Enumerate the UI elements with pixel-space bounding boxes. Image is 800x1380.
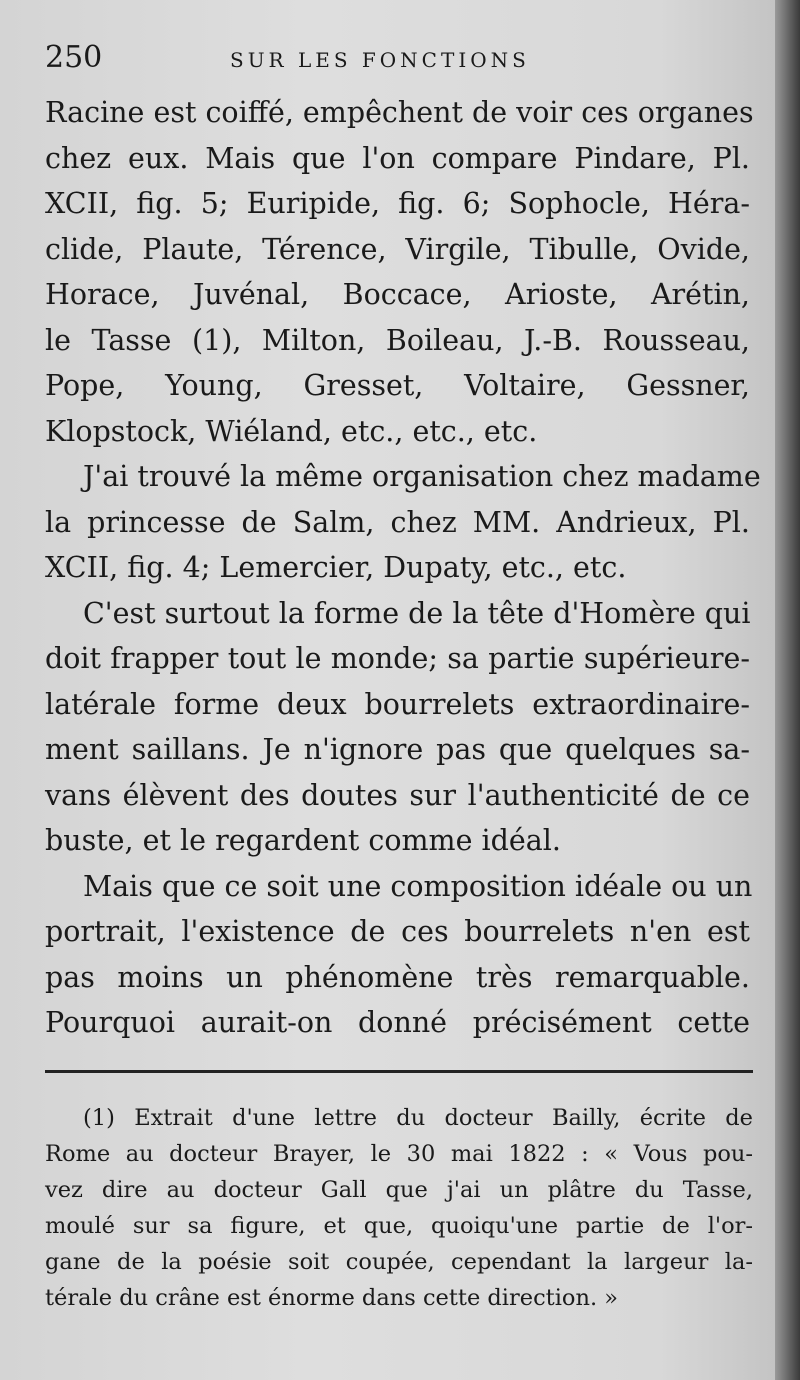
page-header [45,38,745,78]
book-spine [775,0,800,1380]
footnote-line: (1) Extrait d'une lettre du docteur Bailly, écrite de [83,1105,753,1131]
text-line: ment saillans. Je n'ignore pas que quelques sa- [45,733,750,766]
footnote-line: vez dire au docteur Gall que j'ai un plâtre du Tasse, [45,1177,753,1203]
text-line: clide, Plaute, Térence, Virgile, Tibulle, Ovide, [45,232,750,266]
text-line: J'ai trouvé la même organisation chez madame [83,460,761,493]
text-line: le Tasse (1), Milton, Boileau, J.-B. Rousseau, [45,323,750,357]
footnote-line: térale du crâne est énorme dans cette direction. » [45,1285,619,1311]
page-number: 250 [45,40,103,75]
text-line: Pope, Young, Gresset, Voltaire, Gessner, [45,369,750,402]
text-line: buste, et le regardent comme idéal. [45,824,561,857]
footnote-rule [45,1070,753,1073]
footnote-line: gane de la poésie soit coupée, cependant la largeur la- [45,1249,753,1275]
text-line: portrait, l'existence de ces bourrelets n'en est [45,915,750,948]
text-line: pas moins un phénomène très remarquable. [45,960,750,994]
text-line: Racine est coiffé, empêchent de voir ces organes [45,96,754,129]
text-line: latérale forme deux bourrelets extraordinaire- [45,687,750,721]
text-line: Klopstock, Wiéland, etc., etc., etc. [45,414,538,448]
text-line: C'est surtout la forme de la tête d'Homère qui [83,596,751,630]
text-line: vans élèvent des doutes sur l'authenticité de ce [45,778,750,812]
running-head: SUR LES FONCTIONS [230,48,530,72]
footnote-line: moulé sur sa figure, et que, quoiqu'une partie de l'or- [45,1213,753,1239]
text-line: Mais que ce soit une composition idéale ou un [83,869,753,903]
text-line: Pourquoi aurait-on donné précisément cette [45,1006,750,1039]
text-line: XCII, fig. 4; Lemercier, Dupaty, etc., etc. [45,551,627,584]
text-line: Horace, Juvénal, Boccace, Arioste, Arétin, [45,278,750,311]
text-line: chez eux. Mais que l'on compare Pindare, Pl. [45,141,750,175]
text-line: XCII, fig. 5; Euripide, fig. 6; Sophocle, Héra- [45,187,750,220]
text-line: doit frapper tout le monde; sa partie supérieure- [45,642,750,675]
text-line: la princesse de Salm, chez MM. Andrieux, Pl. [45,505,750,539]
main-text [45,90,761,1046]
footnote [45,1100,753,1316]
footnote-line: Rome au docteur Brayer, le 30 mai 1822 : « Vous pou- [45,1141,753,1167]
